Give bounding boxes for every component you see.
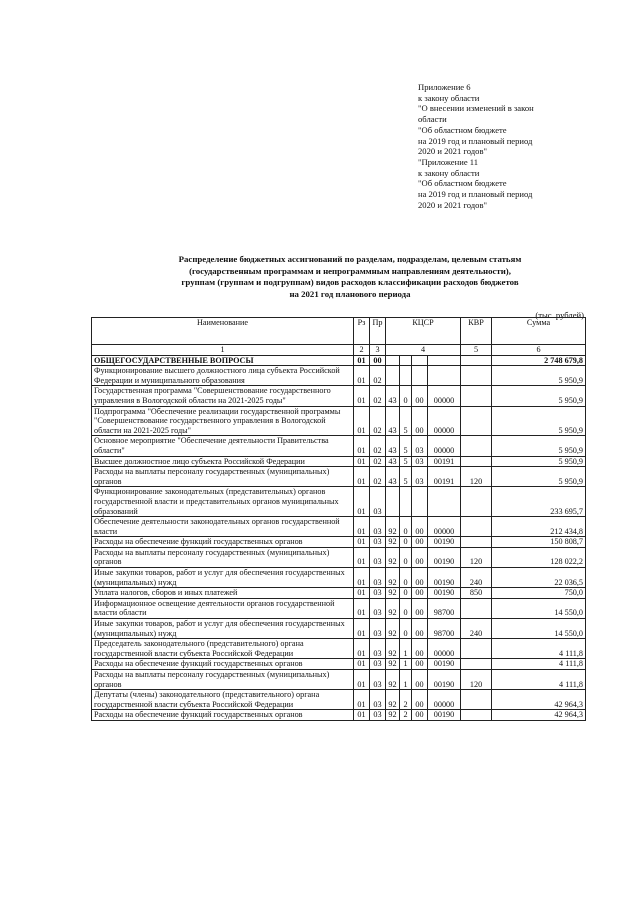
cell-kcsr-direction: 98700	[428, 598, 461, 618]
table-row	[92, 456, 586, 467]
table-row	[92, 386, 586, 406]
cell-name: Председатель законодательного (представительного) органа государственной власти субъекта Российской Федерации	[92, 639, 354, 659]
cell-kcsr-direction: 98700	[428, 619, 461, 639]
cell-pr: 03	[370, 547, 386, 567]
cell-pr: 02	[370, 436, 386, 456]
cell-name: Государственная программа "Совершенствование государственного управления в Вологодской области на 2021-2025 годы"	[92, 386, 354, 406]
cell-kcsr-direction	[428, 487, 461, 517]
cell-sum: 5 950,9	[492, 386, 586, 406]
appendix-line: "Приложение 11	[418, 156, 479, 167]
cell-kvr	[461, 366, 492, 386]
cell-kcsr-direction: 00190	[428, 537, 461, 548]
cell-name: Расходы на обеспечение функций государственных органов	[92, 710, 354, 721]
cell-name: Функционирование законодательных (представительных) органов государственной власти и представительных органов муниципальных образований	[92, 487, 354, 517]
appendix-note	[418, 82, 618, 210]
cell-kcsr-subprogram	[400, 487, 412, 517]
cell-sum: 14 550,0	[492, 619, 586, 639]
cell-kcsr-subprogram: 0	[400, 568, 412, 588]
cell-kvr	[461, 456, 492, 467]
table-row	[92, 710, 586, 721]
cell-sum: 14 550,0	[492, 598, 586, 618]
colnum-rz: 2	[354, 345, 370, 356]
cell-kvr: 240	[461, 619, 492, 639]
cell-kcsr-event: 00	[412, 659, 428, 670]
cell-kcsr-subprogram: 1	[400, 670, 412, 690]
cell-name: Расходы на выплаты персоналу государственных (муниципальных) органов	[92, 670, 354, 690]
table-row	[92, 366, 586, 386]
cell-name: Расходы на выплаты персоналу государственных (муниципальных) органов	[92, 547, 354, 567]
cell-rz: 01	[354, 568, 370, 588]
cell-sum: 5 950,9	[492, 436, 586, 456]
table-row	[92, 619, 586, 639]
table-row	[92, 467, 586, 487]
cell-kcsr-subprogram: 0	[400, 619, 412, 639]
cell-kcsr-program: 92	[386, 619, 400, 639]
cell-kcsr-direction: 00000	[428, 386, 461, 406]
cell-kcsr-program: 92	[386, 670, 400, 690]
title-line: группам (группам и подгруппам) видов расходов классификации расходов бюджетов	[181, 277, 519, 288]
cell-rz: 01	[354, 710, 370, 721]
colnum-pr: 3	[370, 345, 386, 356]
cell-rz: 01	[354, 537, 370, 548]
cell-sum: 2 748 679,8	[492, 355, 586, 366]
cell-name: Уплата налогов, сборов и иных платежей	[92, 588, 354, 599]
cell-kcsr-event: 00	[412, 547, 428, 567]
cell-pr: 03	[370, 710, 386, 721]
table-row	[92, 406, 586, 436]
cell-name: Функционирование высшего должностного лица субъекта Российской Федерации и муниципального образования	[92, 366, 354, 386]
cell-kcsr-program: 92	[386, 690, 400, 710]
cell-kvr	[461, 659, 492, 670]
cell-pr: 02	[370, 406, 386, 436]
cell-kcsr-program: 92	[386, 547, 400, 567]
cell-kcsr-subprogram: 5	[400, 436, 412, 456]
cell-pr: 03	[370, 670, 386, 690]
cell-kvr	[461, 639, 492, 659]
cell-rz: 01	[354, 467, 370, 487]
table-body	[92, 355, 586, 720]
cell-sum: 42 964,3	[492, 710, 586, 721]
cell-kcsr-subprogram: 0	[400, 537, 412, 548]
cell-kvr: 120	[461, 547, 492, 567]
cell-kcsr-event: 00	[412, 568, 428, 588]
cell-kvr	[461, 487, 492, 517]
cell-kcsr-subprogram: 1	[400, 659, 412, 670]
cell-kcsr-program: 92	[386, 568, 400, 588]
budget-table	[91, 317, 586, 721]
cell-rz: 01	[354, 406, 370, 436]
header-sum: Сумма	[492, 318, 586, 345]
cell-sum: 212 434,8	[492, 517, 586, 537]
cell-pr: 00	[370, 355, 386, 366]
table-row	[92, 690, 586, 710]
cell-sum: 5 950,9	[492, 406, 586, 436]
cell-kcsr-program: 43	[386, 406, 400, 436]
cell-kcsr-direction: 00000	[428, 517, 461, 537]
cell-kvr: 120	[461, 670, 492, 690]
cell-kcsr-subprogram: 0	[400, 386, 412, 406]
cell-pr: 03	[370, 690, 386, 710]
cell-kvr	[461, 537, 492, 548]
cell-sum: 128 022,2	[492, 547, 586, 567]
cell-kcsr-direction: 00191	[428, 456, 461, 467]
cell-kvr	[461, 406, 492, 436]
cell-name: Иные закупки товаров, работ и услуг для обеспечения государственных (муниципальных) нужд	[92, 619, 354, 639]
cell-name: ОБЩЕГОСУДАРСТВЕННЫЕ ВОПРОСЫ	[92, 355, 354, 366]
cell-kcsr-program: 43	[386, 386, 400, 406]
cell-rz: 01	[354, 547, 370, 567]
cell-kcsr-program: 92	[386, 537, 400, 548]
cell-name: Иные закупки товаров, работ и услуг для обеспечения государственных (муниципальных) нужд	[92, 568, 354, 588]
appendix-line: области	[418, 114, 447, 125]
cell-name: Основное мероприятие "Обеспечение деятельности Правительства области"	[92, 436, 354, 456]
cell-rz: 01	[354, 598, 370, 618]
cell-rz: 01	[354, 619, 370, 639]
column-number-row	[92, 345, 586, 356]
cell-kcsr-event: 00	[412, 537, 428, 548]
cell-kcsr-direction: 00190	[428, 588, 461, 599]
cell-rz: 01	[354, 355, 370, 366]
table-row	[92, 588, 586, 599]
cell-pr: 02	[370, 366, 386, 386]
cell-sum: 4 111,8	[492, 659, 586, 670]
header-rz: Рз	[354, 318, 370, 345]
cell-kcsr-program	[386, 487, 400, 517]
cell-rz: 01	[354, 487, 370, 517]
table-row	[92, 487, 586, 517]
cell-kcsr-event: 00	[412, 517, 428, 537]
cell-sum: 750,0	[492, 588, 586, 599]
cell-pr: 03	[370, 517, 386, 537]
appendix-line: "Об областном бюджете	[418, 178, 507, 189]
cell-kvr: 240	[461, 568, 492, 588]
cell-kcsr-subprogram: 5	[400, 467, 412, 487]
cell-pr: 02	[370, 456, 386, 467]
table-header-row	[92, 318, 586, 345]
cell-kvr	[461, 598, 492, 618]
cell-kcsr-event: 03	[412, 456, 428, 467]
cell-kcsr-subprogram: 0	[400, 588, 412, 599]
table-row	[92, 670, 586, 690]
cell-rz: 01	[354, 690, 370, 710]
cell-sum: 5 950,9	[492, 456, 586, 467]
cell-kcsr-subprogram: 2	[400, 690, 412, 710]
cell-kcsr-program: 92	[386, 710, 400, 721]
table-row	[92, 537, 586, 548]
cell-kcsr-direction: 00191	[428, 467, 461, 487]
appendix-line: "О внесении изменений в закон	[418, 103, 534, 114]
cell-pr: 03	[370, 487, 386, 517]
cell-kcsr-subprogram: 0	[400, 598, 412, 618]
cell-kcsr-subprogram	[400, 355, 412, 366]
document-title	[100, 254, 600, 300]
cell-kcsr-program: 92	[386, 639, 400, 659]
cell-rz: 01	[354, 456, 370, 467]
cell-sum: 42 964,3	[492, 690, 586, 710]
cell-rz: 01	[354, 639, 370, 659]
cell-kcsr-program: 43	[386, 456, 400, 467]
cell-kcsr-event: 00	[412, 598, 428, 618]
appendix-line: на 2019 год и плановый период	[418, 189, 533, 200]
cell-kvr: 120	[461, 467, 492, 487]
cell-kvr	[461, 710, 492, 721]
cell-kcsr-subprogram	[400, 366, 412, 386]
cell-rz: 01	[354, 386, 370, 406]
cell-sum: 22 036,5	[492, 568, 586, 588]
cell-kcsr-event: 00	[412, 639, 428, 659]
cell-kcsr-program: 43	[386, 436, 400, 456]
cell-kcsr-subprogram: 1	[400, 639, 412, 659]
cell-name: Расходы на обеспечение функций государственных органов	[92, 537, 354, 548]
cell-kcsr-event: 03	[412, 467, 428, 487]
cell-sum: 233 695,7	[492, 487, 586, 517]
table-row	[92, 436, 586, 456]
header-kcsr: КЦСР	[386, 318, 461, 345]
units-label: (тыс. рублей)	[535, 310, 584, 320]
cell-name: Расходы на обеспечение функций государственных органов	[92, 659, 354, 670]
cell-kcsr-subprogram: 5	[400, 406, 412, 436]
cell-kcsr-direction	[428, 355, 461, 366]
header-name: Наименование	[92, 318, 354, 345]
appendix-line: на 2019 год и плановый период	[418, 135, 533, 146]
cell-rz: 01	[354, 436, 370, 456]
appendix-line: "Об областном бюджете	[418, 124, 507, 135]
cell-sum: 5 950,9	[492, 366, 586, 386]
cell-kcsr-direction: 00000	[428, 406, 461, 436]
cell-kvr: 850	[461, 588, 492, 599]
cell-name: Высшее должностное лицо субъекта Российской Федерации	[92, 456, 354, 467]
table-row	[92, 355, 586, 366]
cell-name: Депутаты (члены) законодательного (представительного) органа государственной власти субъекта Российской Федерации	[92, 690, 354, 710]
cell-kcsr-direction: 00000	[428, 436, 461, 456]
cell-kcsr-subprogram: 0	[400, 547, 412, 567]
cell-kcsr-event: 00	[412, 619, 428, 639]
appendix-line: к закону области	[418, 167, 480, 178]
cell-name: Расходы на выплаты персоналу государственных (муниципальных) органов	[92, 467, 354, 487]
cell-kcsr-program: 92	[386, 517, 400, 537]
cell-rz: 01	[354, 517, 370, 537]
colnum-kcsr: 4	[386, 345, 461, 356]
cell-kcsr-event: 00	[412, 710, 428, 721]
cell-kcsr-program	[386, 355, 400, 366]
cell-kcsr-event: 00	[412, 690, 428, 710]
cell-kcsr-program: 92	[386, 588, 400, 599]
cell-sum: 4 111,8	[492, 639, 586, 659]
cell-kvr	[461, 355, 492, 366]
colnum-sum: 6	[492, 345, 586, 356]
appendix-line: 2020 и 2021 годов"	[418, 199, 488, 210]
cell-pr: 02	[370, 467, 386, 487]
cell-rz: 01	[354, 670, 370, 690]
colnum-kvr: 5	[461, 345, 492, 356]
cell-rz: 01	[354, 659, 370, 670]
cell-kcsr-subprogram: 2	[400, 710, 412, 721]
cell-kcsr-subprogram: 5	[400, 456, 412, 467]
header-kvr: КВР	[461, 318, 492, 345]
cell-pr: 03	[370, 619, 386, 639]
cell-sum: 150 808,7	[492, 537, 586, 548]
title-line: на 2021 год планового периода	[289, 288, 411, 299]
table-row	[92, 639, 586, 659]
cell-name: Подпрограмма "Обеспечение реализации государственной программы "Совершенствование государственного управления в Вологодской области на 2021-2025 годы"	[92, 406, 354, 436]
cell-kcsr-direction: 00190	[428, 710, 461, 721]
cell-kvr	[461, 386, 492, 406]
cell-rz: 01	[354, 366, 370, 386]
cell-pr: 03	[370, 659, 386, 670]
cell-pr: 03	[370, 537, 386, 548]
cell-kcsr-event	[412, 487, 428, 517]
cell-kvr	[461, 436, 492, 456]
header-pr: Пр	[370, 318, 386, 345]
appendix-line: 2020 и 2021 годов"	[418, 146, 488, 157]
cell-kvr	[461, 517, 492, 537]
cell-kcsr-event: 00	[412, 386, 428, 406]
cell-kcsr-direction: 00190	[428, 547, 461, 567]
colnum-name: 1	[92, 345, 354, 356]
table-row	[92, 517, 586, 537]
cell-kcsr-subprogram: 0	[400, 517, 412, 537]
cell-kcsr-direction: 00190	[428, 670, 461, 690]
appendix-line: к закону области	[418, 92, 480, 103]
cell-kcsr-event	[412, 355, 428, 366]
cell-kcsr-direction: 00000	[428, 639, 461, 659]
table-row	[92, 659, 586, 670]
table-row	[92, 547, 586, 567]
cell-name: Информационное освещение деятельности органов государственной власти области	[92, 598, 354, 618]
cell-kcsr-event: 00	[412, 588, 428, 599]
cell-sum: 5 950,9	[492, 467, 586, 487]
cell-pr: 03	[370, 639, 386, 659]
cell-name: Обеспечение деятельности законодательных органов государственной власти	[92, 517, 354, 537]
cell-kcsr-program: 43	[386, 467, 400, 487]
cell-kcsr-program: 92	[386, 659, 400, 670]
table-row	[92, 598, 586, 618]
cell-kcsr-event: 00	[412, 406, 428, 436]
cell-kcsr-direction: 00000	[428, 690, 461, 710]
cell-kcsr-event: 03	[412, 436, 428, 456]
cell-kvr	[461, 690, 492, 710]
cell-kcsr-event: 00	[412, 670, 428, 690]
title-line: Распределение бюджетных ассигнований по разделам, подразделам, целевым статьям	[178, 254, 522, 264]
cell-kcsr-event	[412, 366, 428, 386]
cell-kcsr-direction	[428, 366, 461, 386]
cell-pr: 03	[370, 568, 386, 588]
cell-pr: 03	[370, 598, 386, 618]
cell-sum: 4 111,8	[492, 670, 586, 690]
cell-kcsr-direction: 00190	[428, 568, 461, 588]
cell-kcsr-program: 92	[386, 598, 400, 618]
cell-rz: 01	[354, 588, 370, 599]
table-row	[92, 568, 586, 588]
cell-pr: 03	[370, 588, 386, 599]
title-line: (государственным программам и непрограммным направлениям деятельности),	[189, 265, 511, 276]
cell-pr: 02	[370, 386, 386, 406]
appendix-line: Приложение 6	[418, 82, 471, 92]
cell-kcsr-direction: 00190	[428, 659, 461, 670]
cell-kcsr-program	[386, 366, 400, 386]
